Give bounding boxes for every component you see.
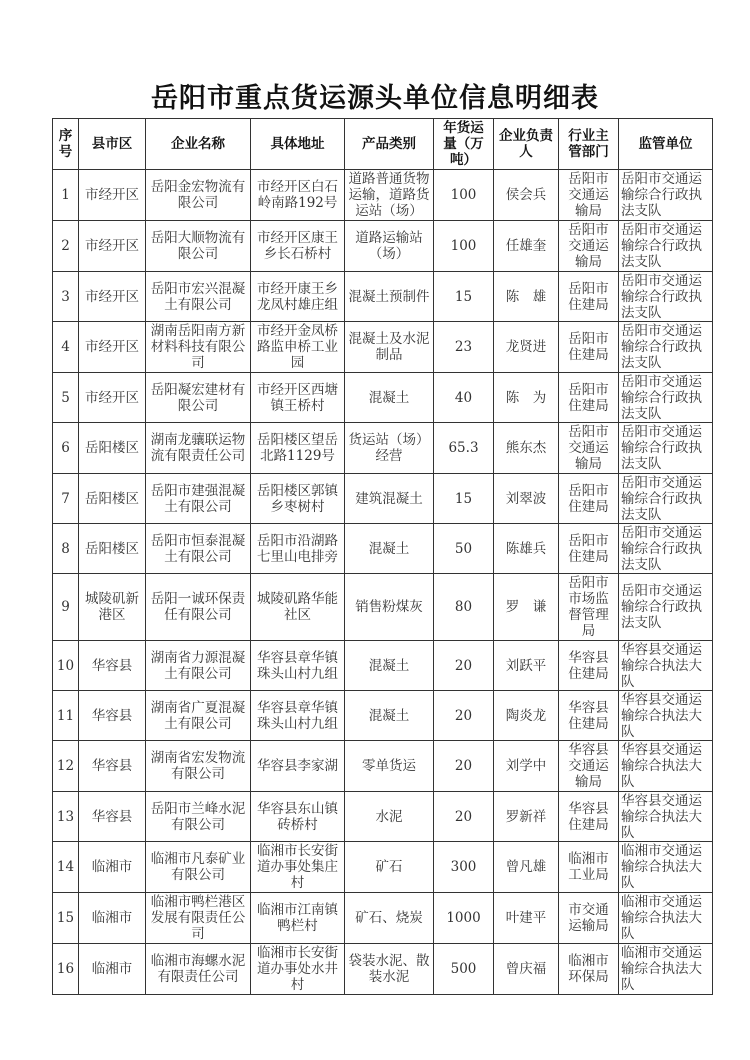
cell-supervision-unit: 岳阳市交通运输综合行政执法支队 (619, 272, 713, 322)
cell-person-in-charge: 刘翠波 (494, 474, 559, 524)
cell-district: 临湘市 (79, 842, 146, 893)
cell-industry-department: 市交通运输局 (559, 893, 619, 944)
table-row (53, 842, 713, 893)
document-title: 岳阳市重点货运源头单位信息明细表 (151, 83, 599, 114)
cell-industry-department: 岳阳市住建局 (559, 524, 619, 574)
cell-product-category: 水泥 (345, 792, 434, 842)
cell-address: 市经开区白石岭南路192号 (251, 170, 345, 221)
header-product-category: 产品类别 (345, 119, 434, 170)
cell-supervision-unit: 岳阳市交通运输综合行政执法支队 (619, 524, 713, 574)
cell-industry-department: 岳阳市交通运输局 (559, 221, 619, 272)
cell-annual-volume: 40 (434, 373, 494, 423)
cell-industry-department: 岳阳市交通运输局 (559, 170, 619, 221)
cell-industry-department: 临湘市工业局 (559, 842, 619, 893)
table-row (53, 893, 713, 944)
cell-address: 临湘市长安街道办事处水井村 (251, 944, 345, 995)
header-supervision-unit: 监管单位 (619, 119, 713, 170)
cell-annual-volume: 20 (434, 792, 494, 842)
cell-industry-department: 华容县住建局 (559, 691, 619, 741)
cell-supervision-unit: 岳阳市交通运输综合行政执法支队 (619, 574, 713, 641)
freight-source-table (52, 118, 713, 995)
header-annual-volume: 年货运量（万吨） (434, 119, 494, 170)
table-row (53, 741, 713, 792)
cell-industry-department: 岳阳市住建局 (559, 322, 619, 373)
table-row (53, 423, 713, 474)
cell-address: 华容县章华镇珠头山村九组 (251, 641, 345, 691)
cell-supervision-unit: 岳阳市交通运输综合行政执法支队 (619, 322, 713, 373)
table-row (53, 944, 713, 995)
cell-address: 岳阳楼区望岳北路1129号 (251, 423, 345, 474)
cell-product-category: 道路运输站（场） (345, 221, 434, 272)
cell-supervision-unit: 华容县交通运输综合执法大队 (619, 641, 713, 691)
cell-company-name: 湖南岳阳南方新材料科技有限公司 (146, 322, 251, 373)
cell-industry-department: 岳阳市市场监督管理局 (559, 574, 619, 641)
cell-person-in-charge: 刘学中 (494, 741, 559, 792)
cell-address: 岳阳楼区郭镇乡枣树村 (251, 474, 345, 524)
cell-person-in-charge: 陈雄兵 (494, 524, 559, 574)
cell-district: 岳阳楼区 (79, 524, 146, 574)
cell-company-name: 岳阳市恒泰混凝土有限公司 (146, 524, 251, 574)
cell-seq: 6 (53, 423, 79, 474)
cell-seq: 5 (53, 373, 79, 423)
cell-supervision-unit: 华容县交通运输综合执法大队 (619, 691, 713, 741)
cell-industry-department: 临湘市环保局 (559, 944, 619, 995)
header-person-in-charge: 企业负责人 (494, 119, 559, 170)
cell-company-name: 湖南龙骧联运物流有限责任公司 (146, 423, 251, 474)
cell-person-in-charge: 罗 谦 (494, 574, 559, 641)
cell-annual-volume: 20 (434, 741, 494, 792)
cell-person-in-charge: 罗新祥 (494, 792, 559, 842)
header-address: 具体地址 (251, 119, 345, 170)
table-row (53, 474, 713, 524)
cell-seq: 12 (53, 741, 79, 792)
cell-product-category: 建筑混凝土 (345, 474, 434, 524)
cell-annual-volume: 15 (434, 474, 494, 524)
cell-address: 市经开康王乡龙凤村雄庄组 (251, 272, 345, 322)
table-row (53, 170, 713, 221)
header-district: 县市区 (79, 119, 146, 170)
cell-supervision-unit: 岳阳市交通运输综合行政执法支队 (619, 373, 713, 423)
header-seq: 序号 (53, 119, 79, 170)
cell-address: 华容县章华镇珠头山村九组 (251, 691, 345, 741)
cell-product-category: 混凝土预制件 (345, 272, 434, 322)
cell-company-name: 岳阳市兰峰水泥有限公司 (146, 792, 251, 842)
cell-address: 华容县李家湖 (251, 741, 345, 792)
cell-address: 市经开区西塘镇王桥村 (251, 373, 345, 423)
header-industry-department: 行业主管部门 (559, 119, 619, 170)
cell-supervision-unit: 岳阳市交通运输综合行政执法支队 (619, 221, 713, 272)
cell-seq: 4 (53, 322, 79, 373)
cell-person-in-charge: 曾庆福 (494, 944, 559, 995)
cell-seq: 11 (53, 691, 79, 741)
cell-supervision-unit: 岳阳市交通运输综合行政执法支队 (619, 170, 713, 221)
cell-district: 临湘市 (79, 944, 146, 995)
cell-seq: 2 (53, 221, 79, 272)
cell-seq: 16 (53, 944, 79, 995)
cell-product-category: 道路普通货物运输，道路货运站（场） (345, 170, 434, 221)
cell-person-in-charge: 陈 为 (494, 373, 559, 423)
cell-address: 华容县东山镇砖桥村 (251, 792, 345, 842)
cell-industry-department: 岳阳市交通运输局 (559, 423, 619, 474)
table-row (53, 641, 713, 691)
cell-product-category: 零单货运 (345, 741, 434, 792)
cell-seq: 8 (53, 524, 79, 574)
cell-district: 城陵矶新港区 (79, 574, 146, 641)
cell-product-category: 货运站（场）经营 (345, 423, 434, 474)
cell-person-in-charge: 曾凡雄 (494, 842, 559, 893)
cell-district: 市经开区 (79, 373, 146, 423)
cell-district: 市经开区 (79, 170, 146, 221)
cell-supervision-unit: 岳阳市交通运输综合行政执法支队 (619, 423, 713, 474)
cell-person-in-charge: 任雄奎 (494, 221, 559, 272)
cell-company-name: 湖南省广夏混凝土有限公司 (146, 691, 251, 741)
cell-seq: 7 (53, 474, 79, 524)
cell-person-in-charge: 龙贤进 (494, 322, 559, 373)
cell-company-name: 临湘市鸭栏港区发展有限责任公司 (146, 893, 251, 944)
cell-district: 市经开区 (79, 221, 146, 272)
cell-person-in-charge: 陈 雄 (494, 272, 559, 322)
cell-seq: 13 (53, 792, 79, 842)
cell-address: 临湘市长安街道办事处集庄村 (251, 842, 345, 893)
cell-person-in-charge: 叶建平 (494, 893, 559, 944)
cell-supervision-unit: 华容县交通运输综合执法大队 (619, 741, 713, 792)
cell-company-name: 岳阳大顺物流有限公司 (146, 221, 251, 272)
cell-seq: 9 (53, 574, 79, 641)
cell-annual-volume: 65.3 (434, 423, 494, 474)
cell-address: 岳阳市沿湖路七里山电排旁 (251, 524, 345, 574)
cell-industry-department: 华容县住建局 (559, 792, 619, 842)
cell-supervision-unit: 岳阳市交通运输综合行政执法支队 (619, 474, 713, 524)
cell-product-category: 矿石 (345, 842, 434, 893)
cell-product-category: 混凝土 (345, 641, 434, 691)
cell-industry-department: 岳阳市住建局 (559, 373, 619, 423)
cell-company-name: 临湘市凡泰矿业有限公司 (146, 842, 251, 893)
cell-seq: 1 (53, 170, 79, 221)
cell-district: 临湘市 (79, 893, 146, 944)
cell-supervision-unit: 临湘市交通运输综合执法大队 (619, 944, 713, 995)
cell-product-category: 销售粉煤灰 (345, 574, 434, 641)
table-row (53, 574, 713, 641)
table-row (53, 524, 713, 574)
cell-annual-volume: 80 (434, 574, 494, 641)
cell-annual-volume: 15 (434, 272, 494, 322)
cell-seq: 3 (53, 272, 79, 322)
cell-annual-volume: 50 (434, 524, 494, 574)
cell-address: 市经开金凤桥路监申桥工业园 (251, 322, 345, 373)
cell-supervision-unit: 华容县交通运输综合执法大队 (619, 792, 713, 842)
cell-product-category: 混凝土 (345, 373, 434, 423)
cell-seq: 15 (53, 893, 79, 944)
cell-product-category: 袋装水泥、散装水泥 (345, 944, 434, 995)
cell-supervision-unit: 临湘市交通运输综合执法大队 (619, 893, 713, 944)
cell-supervision-unit: 临湘市交通运输综合执法大队 (619, 842, 713, 893)
cell-district: 市经开区 (79, 272, 146, 322)
cell-address: 临湘市江南镇鸭栏村 (251, 893, 345, 944)
cell-company-name: 湖南省力源混凝土有限公司 (146, 641, 251, 691)
cell-product-category: 混凝土 (345, 691, 434, 741)
cell-industry-department: 岳阳市住建局 (559, 474, 619, 524)
cell-annual-volume: 100 (434, 170, 494, 221)
cell-annual-volume: 500 (434, 944, 494, 995)
cell-annual-volume: 23 (434, 322, 494, 373)
cell-annual-volume: 1000 (434, 893, 494, 944)
cell-seq: 14 (53, 842, 79, 893)
cell-industry-department: 岳阳市住建局 (559, 272, 619, 322)
cell-company-name: 岳阳市宏兴混凝土有限公司 (146, 272, 251, 322)
cell-district: 岳阳楼区 (79, 474, 146, 524)
cell-district: 岳阳楼区 (79, 423, 146, 474)
cell-annual-volume: 20 (434, 691, 494, 741)
cell-district: 华容县 (79, 691, 146, 741)
cell-district: 市经开区 (79, 322, 146, 373)
header-company-name: 企业名称 (146, 119, 251, 170)
cell-district: 华容县 (79, 792, 146, 842)
table-row (53, 221, 713, 272)
cell-annual-volume: 100 (434, 221, 494, 272)
cell-company-name: 岳阳金宏物流有限公司 (146, 170, 251, 221)
cell-company-name: 临湘市海螺水泥有限责任公司 (146, 944, 251, 995)
cell-product-category: 混凝土及水泥制品 (345, 322, 434, 373)
cell-seq: 10 (53, 641, 79, 691)
cell-industry-department: 华容县住建局 (559, 641, 619, 691)
cell-company-name: 湖南省宏发物流有限公司 (146, 741, 251, 792)
cell-district: 华容县 (79, 741, 146, 792)
cell-address: 城陵矶路华能社区 (251, 574, 345, 641)
cell-industry-department: 华容县交通运输局 (559, 741, 619, 792)
cell-company-name: 岳阳一诚环保责任有限公司 (146, 574, 251, 641)
cell-address: 市经开区康王乡长石桥村 (251, 221, 345, 272)
header-row (53, 119, 713, 170)
cell-product-category: 矿石、烧炭 (345, 893, 434, 944)
table-row (53, 792, 713, 842)
cell-person-in-charge: 侯会兵 (494, 170, 559, 221)
table-row (53, 272, 713, 322)
cell-district: 华容县 (79, 641, 146, 691)
cell-company-name: 岳阳凝宏建材有限公司 (146, 373, 251, 423)
table-row (53, 322, 713, 373)
cell-annual-volume: 20 (434, 641, 494, 691)
cell-company-name: 岳阳市建强混凝土有限公司 (146, 474, 251, 524)
cell-person-in-charge: 陶炎龙 (494, 691, 559, 741)
cell-person-in-charge: 刘跃平 (494, 641, 559, 691)
cell-product-category: 混凝土 (345, 524, 434, 574)
table-row (53, 373, 713, 423)
table-row (53, 691, 713, 741)
cell-annual-volume: 300 (434, 842, 494, 893)
cell-person-in-charge: 熊东杰 (494, 423, 559, 474)
